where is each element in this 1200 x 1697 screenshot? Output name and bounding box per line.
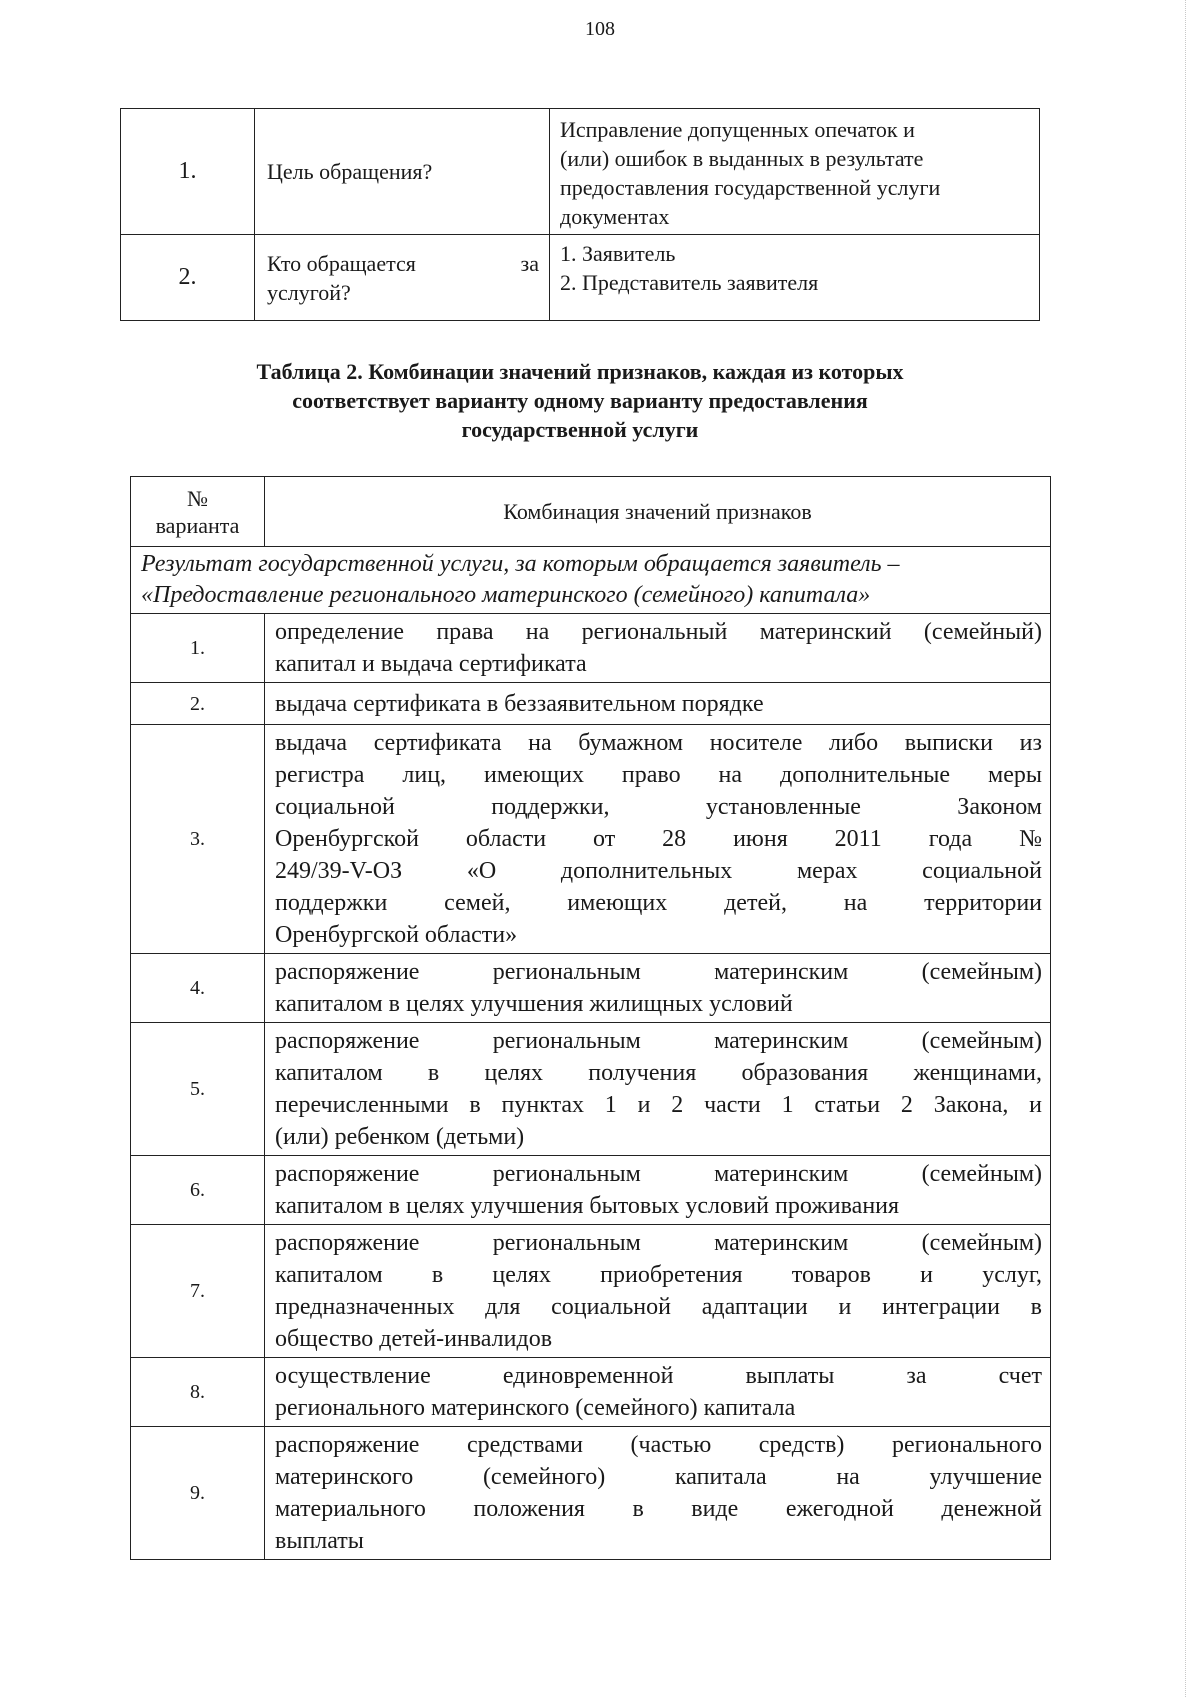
description-line: распоряжение региональным материнским (семейным) [275,1028,1042,1054]
description-line: Оренбургской области» [275,922,518,948]
description-line: поддержки семей, имеющих детей, на территории [275,890,1042,916]
variant-description [265,954,1051,1023]
answer-line: документах [560,203,670,229]
row-number: 2. [121,235,255,321]
variant-number: 5. [131,1023,265,1156]
description-line: капиталом в целях приобретения товаров и услуг, [275,1262,1042,1288]
row-number: 1. [121,109,255,235]
description-line: выдача сертификата на бумажном носителе либо выписки из [275,730,1042,756]
table-header-row [131,477,1051,547]
table-2 [130,476,1051,1560]
variant-number: 6. [131,1156,265,1225]
variant-description [265,1023,1051,1156]
header-variant-number [131,477,265,547]
table-row [131,683,1051,725]
variant-rows [131,614,1051,1560]
group-row [131,547,1051,614]
question-cell: Цель обращения? [255,109,550,235]
variant-description [265,683,1051,725]
description-line: выплаты [275,1528,364,1554]
variant-description [265,1358,1051,1427]
description-line: осуществление единовременной выплаты за счет [275,1363,1042,1389]
page-number: 108 [585,18,615,40]
table-1 [120,108,1040,321]
variant-number: 8. [131,1358,265,1427]
table-row [131,1358,1051,1427]
group-title [131,547,1051,614]
description-line: распоряжение региональным материнским (семейным) [275,1161,1042,1187]
description-line: перечисленными в пунктах 1 и 2 части 1 статьи 2 Закона, и [275,1092,1042,1118]
answer-cell [550,235,1040,321]
answer-line: Исправление допущенных опечаток и [560,116,915,142]
answer-line: (или) ошибок в выданных в результате [560,145,924,171]
variant-number: 1. [131,614,265,683]
description-line: (или) ребенком (детьми) [275,1124,525,1150]
description-line: выдача сертификата в беззаявительном порядке [275,690,764,717]
question-cell [255,235,550,321]
description-line: материнского (семейного) капитала на улучшение [275,1464,1042,1490]
description-line: социальной поддержки, установленные Законом [275,794,1042,820]
table-row [131,725,1051,954]
table-row [121,109,1040,235]
table-caption [0,357,1160,444]
group-line: «Предоставление регионального материнского (семейного) капитала» [141,582,871,608]
answer-line: 1. Заявитель [560,241,676,266]
description-line: 249/39-V-ОЗ «О дополнительных мерах социальной [275,858,1042,884]
caption-line: Таблица 2. Комбинации значений признаков, каждая из которых [256,359,904,384]
question-text: услугой? [267,279,351,305]
variant-description [265,1156,1051,1225]
description-line: распоряжение региональным материнским (семейным) [275,959,1042,985]
header-combination: Комбинация значений признаков [265,477,1051,547]
table-row [131,954,1051,1023]
variant-number: 9. [131,1427,265,1560]
answer-line: предоставления государственной услуги [560,174,941,200]
table-row [131,1427,1051,1560]
description-line: распоряжение средствами (частью средств) регионального [275,1432,1042,1458]
caption-line: соответствует варианту одному варианту предоставления [292,388,868,413]
variant-number: 3. [131,725,265,954]
description-line: предназначенных для социальной адаптации и интеграции в [275,1294,1042,1320]
variant-description [265,725,1051,954]
table-row [131,1156,1051,1225]
table-row [131,614,1051,683]
description-line: регионального материнского (семейного) капитала [275,1395,796,1421]
header-text: № [187,485,208,511]
description-line: материального положения в виде ежегодной денежной [275,1496,1042,1522]
description-line: капиталом в целях улучшения жилищных условий [275,991,793,1017]
description-line: капиталом в целях получения образования женщинами, [275,1060,1042,1086]
description-line: капитал и выдача сертификата [275,651,587,677]
caption-line: государственной услуги [461,417,699,442]
variant-number: 7. [131,1225,265,1358]
variant-description [265,1427,1051,1560]
answer-cell [550,109,1040,235]
description-line: Оренбургской области от 28 июня 2011 года № [275,826,1042,852]
header-text: варианта [155,512,240,538]
answer-line: 2. Представитель заявителя [560,270,819,295]
scan-edge-line [1185,0,1186,1697]
question-text: за [520,250,539,276]
description-line: капиталом в целях улучшения бытовых условий проживания [275,1193,900,1219]
description-line: общество детей-инвалидов [275,1326,553,1352]
description-line: определение права на региональный материнский (семейный) [275,619,1042,645]
table-row [131,1225,1051,1358]
table-row [121,235,1040,321]
group-line: Результат государственной услуги, за которым обращается заявитель – [141,551,900,577]
description-line: распоряжение региональным материнским (семейным) [275,1230,1042,1256]
variant-description [265,614,1051,683]
variant-description [265,1225,1051,1358]
description-line: регистра лиц, имеющих право на дополнительные меры [275,762,1042,788]
variant-number: 4. [131,954,265,1023]
table-row [131,1023,1051,1156]
variant-number: 2. [131,683,265,725]
question-text: Кто обращается [267,250,416,276]
